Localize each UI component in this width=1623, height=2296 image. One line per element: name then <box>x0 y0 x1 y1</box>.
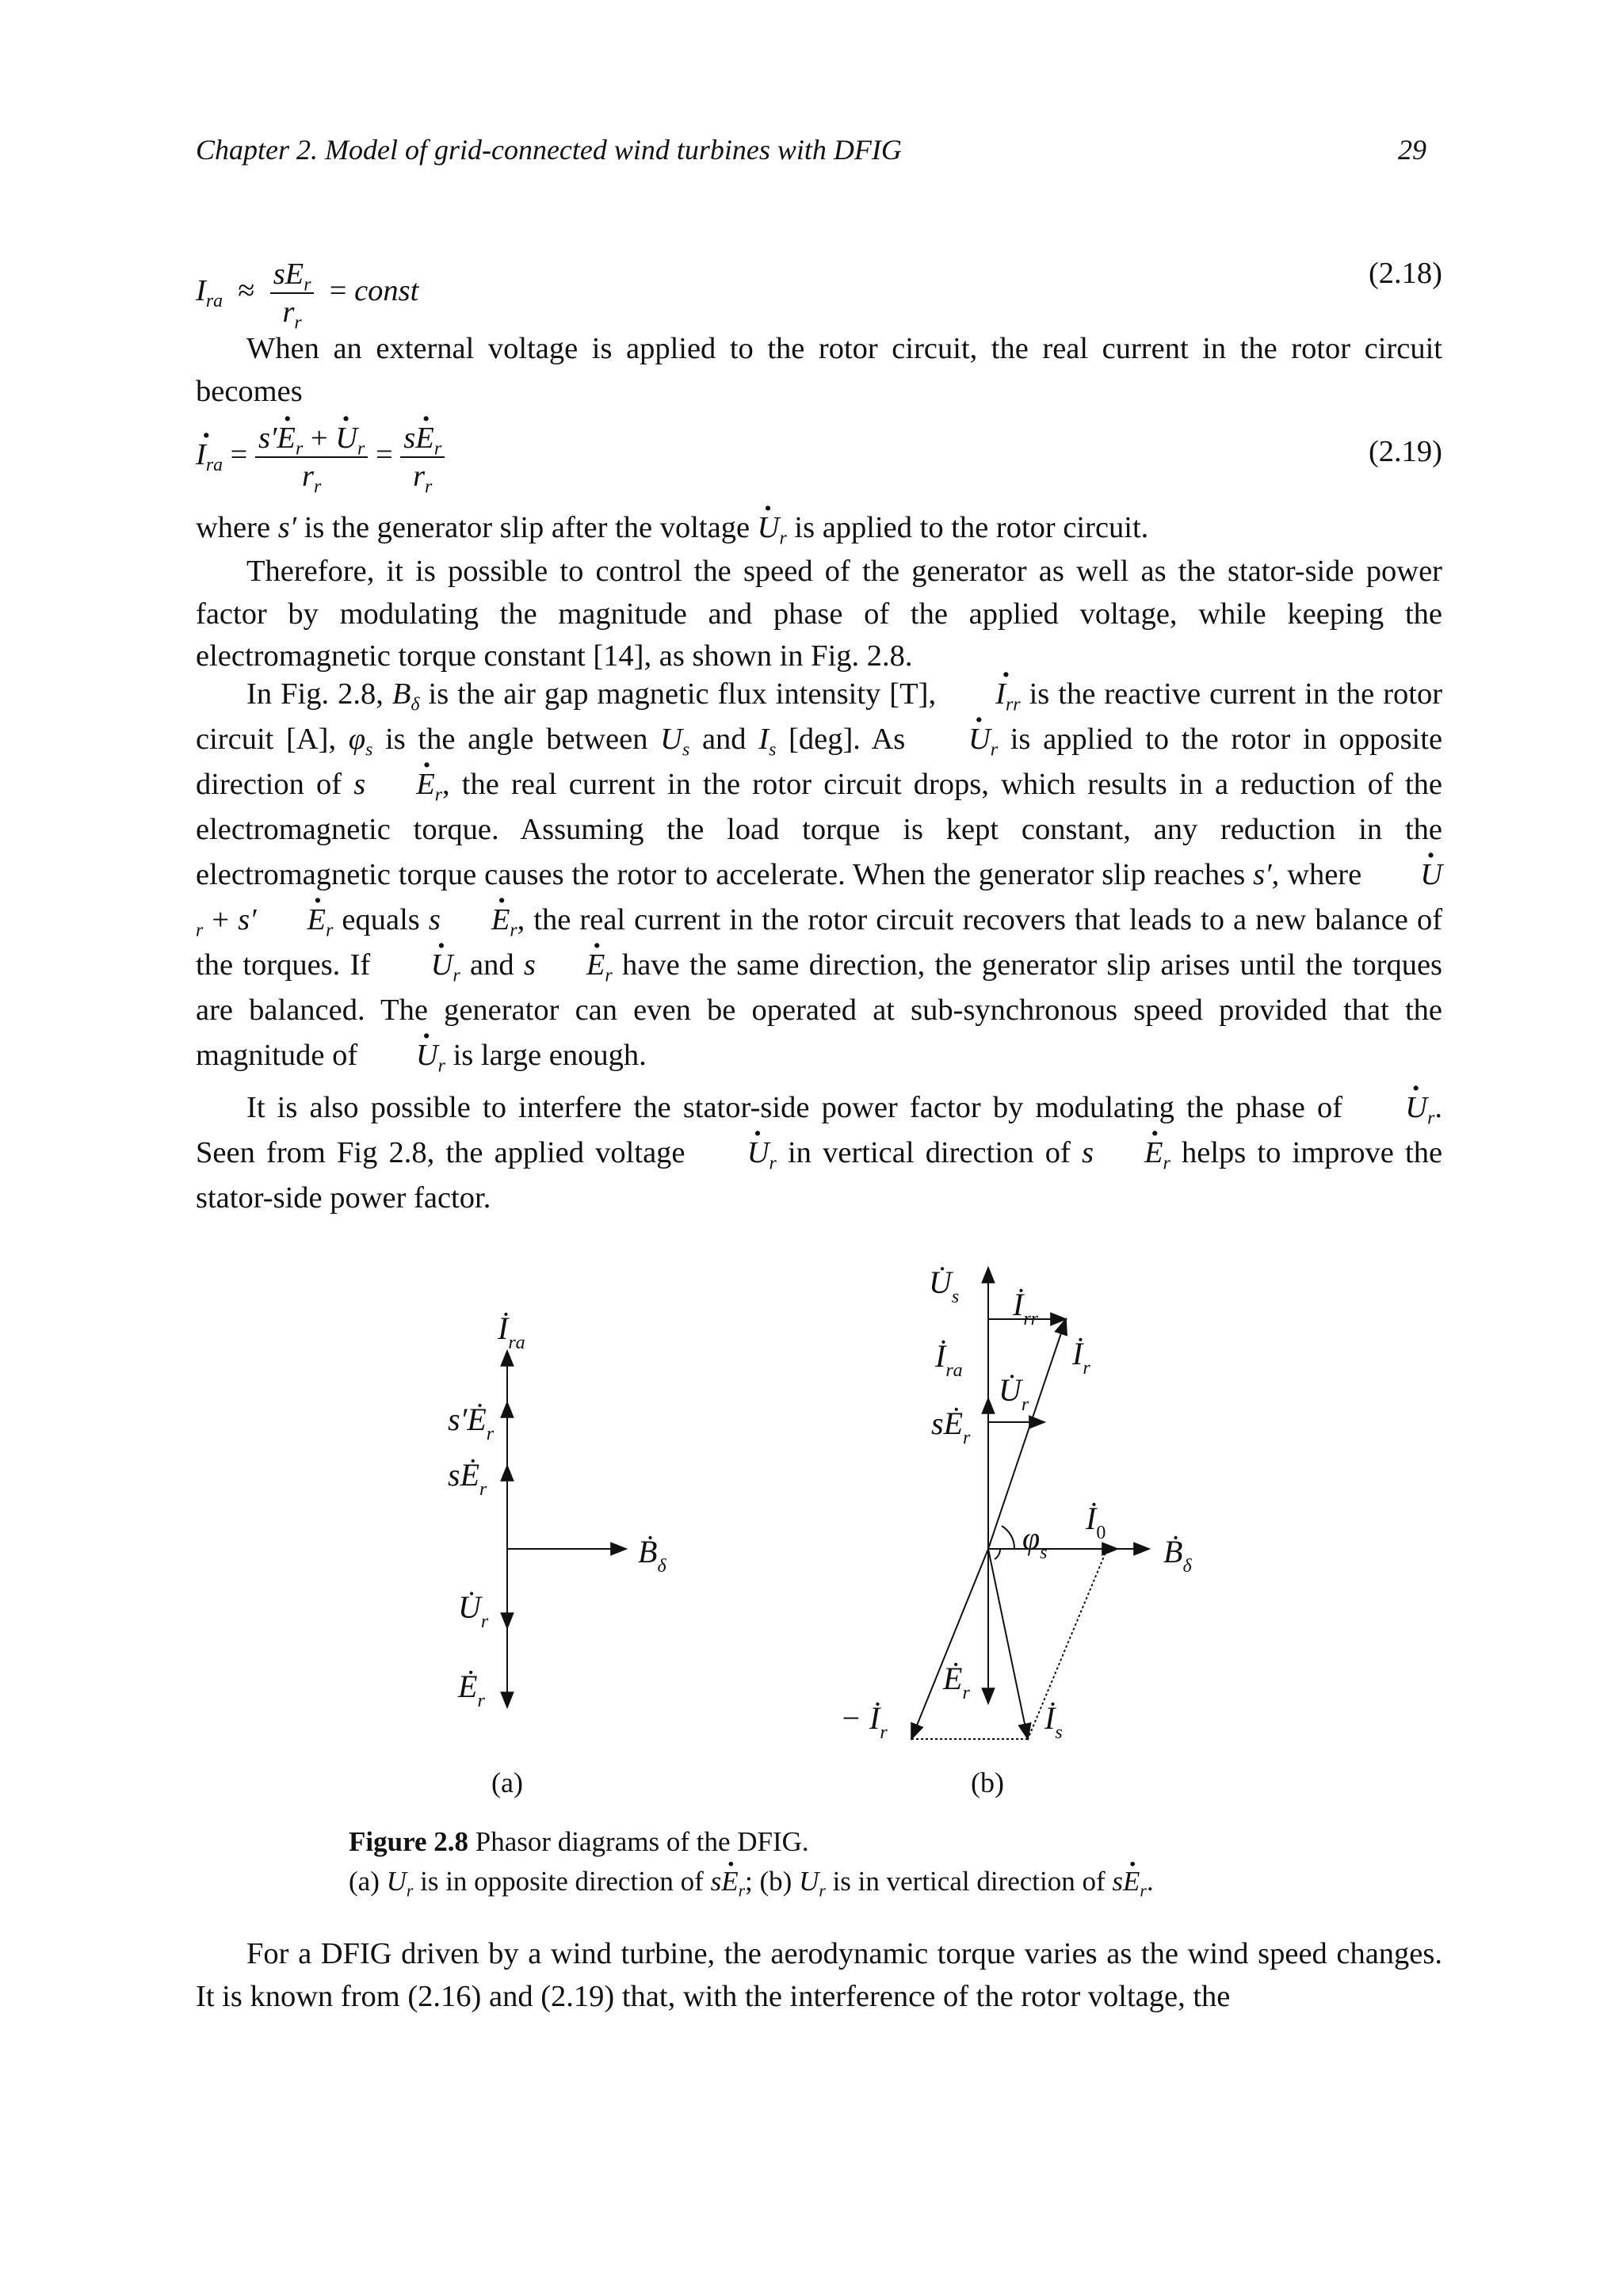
equation-2-18: $I_{ra}$ ≈ $\frac{sE_r}{r_r}$ = const (2.18) <box>196 257 1442 334</box>
label-ir-b: $İ_r$ <box>1072 1336 1090 1379</box>
phasor-is-b <box>988 1549 1028 1739</box>
diagram-a-labels <box>448 1310 666 1711</box>
caption-figure-number: Figure 2.8 <box>349 1826 469 1857</box>
figure-caption: Figure 2.8 Phasor diagrams of the DFIG. (a) $U_r$ is in opposite direction of $s\cdot E_r$; (b) $U_r$ is in vertical direction of $s\cdot E_r$. <box>349 1822 1154 1901</box>
paragraph-1: When an external voltage is applied to the rotor circuit, the real current in the rotor circuit becomes <box>196 332 1442 408</box>
diagram-b-labels <box>840 1264 1192 1743</box>
phasor-diagram-figure <box>0 1236 1623 1822</box>
phasor-ir-b <box>988 1319 1066 1549</box>
caption-title: Phasor diagrams of the DFIG. <box>475 1826 809 1857</box>
paragraph-2: where s′ is the generator slip after the voltage · $U_r$ is applied to the rotor circuit. <box>196 507 1442 550</box>
label-ira-b: $İ_{ra}$ <box>935 1338 963 1381</box>
paragraph-5: It is also possible to interfere the stator-side power factor by modulating the phase of · $U_r$. Seen from Fig 2.8, the applied voltage · $U_r$ in vertical direction of $s\cdot E_r$ helps to improve the stator-side power factor. <box>196 1085 1442 1221</box>
label-ur-b: $U̇_r$ <box>999 1372 1029 1415</box>
label-s-prime-er-a: $s'Ė_r$ <box>448 1402 495 1444</box>
label-i0-b: $İ_0$ <box>1086 1501 1106 1543</box>
paragraph-6: For a DFIG driven by a wind turbine, the aerodynamic torque varies as the wind speed changes. It is known from (2.16) and (2.19) that, with the interference of the rotor voltage, the <box>196 1937 1442 2013</box>
label-er-a: $Ė_r$ <box>458 1669 485 1711</box>
label-minus-ir-b: − $İ_r$ <box>840 1700 888 1743</box>
dotted-parallelogram-right <box>1028 1549 1107 1739</box>
label-a: (a) <box>491 1767 523 1798</box>
label-ser-b: $sĖ_r$ <box>931 1405 971 1448</box>
diagram-a <box>507 1351 626 1707</box>
phasor-minus-ir-b <box>911 1549 988 1739</box>
equation-number-2-19: (2.19) <box>1368 435 1442 468</box>
label-us-b: $U̇_s$ <box>929 1264 960 1307</box>
label-ser-a: $sĖ_r$ <box>448 1457 487 1500</box>
angle-arc-phi-s <box>1002 1526 1014 1549</box>
running-header <box>196 133 1426 173</box>
label-b-delta-b: Ḃ$_\delta$ <box>1163 1534 1192 1577</box>
equation-2-19: · $I_{ra}$ = $\frac{s'\cdot E_r + \cdot U_r}{r_r}$ = $\frac{s\cdot E_r}{r_r}$ (2.19) <box>196 412 1442 503</box>
label-is-b: $İ_s$ <box>1044 1700 1063 1743</box>
label-b-delta-a: Ḃ$_\delta$ <box>638 1534 666 1577</box>
label-er-b: $Ė_r$ <box>943 1661 970 1703</box>
page-number: 29 <box>1398 134 1426 166</box>
chapter-title: Chapter 2. Model of grid-connected wind turbines with DFIG <box>196 134 902 166</box>
angle-arc-small <box>995 1549 1000 1559</box>
paragraph-4: In Fig. 2.8, $B_\delta$ is the air gap magnetic flux intensity [T], · $I_{rr}$ is the reactive current in the rotor circuit [A], $\varphi_s$ is the angle between $U_s$ and $I_s$ [deg]. $As \cdot U_r$ is applied to the rotor in opposite direction of $s\cdot E_r$, the real current in the rotor circuit drops, which results in a reduction of the electromagnetic torque. Assuming the load torque is kept constant, any reduction in the electromagnetic torque causes the rotor to accelerate. When the generator slip reaches s′, where · $U_r + s'\cdot E_r$ equals $s\cdot E_r$, the real current in the rotor circuit recovers that leads to a new balance of the torques. $If \cdot U_r$ and $s\cdot E_r$ have the same direction, the generator slip arises until the torques are balanced. The generator can even be operated at sub-synchronous speed provided that the magnitude of · $U_r$ is large enough. <box>196 672 1442 1078</box>
label-b: (b) <box>971 1767 1004 1798</box>
const-text: const <box>354 273 419 307</box>
label-phi-s-b: $\varphi_s$ <box>1022 1520 1048 1563</box>
label-ur-a: $U̇_r$ <box>458 1589 489 1632</box>
equation-number-2-18: (2.18) <box>1368 257 1442 290</box>
label-ira-a: $İ_{ra}$ <box>498 1310 525 1353</box>
label-irr-b: $İ_{rr}$ <box>1013 1287 1039 1329</box>
paragraph-3: Therefore, it is possible to control the speed of the generator as well as the stator-side power factor by modulating the magnitude and phase of the applied voltage, while keeping the electromagnetic torque constant [14], as shown in Fig. 2.8. <box>196 555 1442 673</box>
